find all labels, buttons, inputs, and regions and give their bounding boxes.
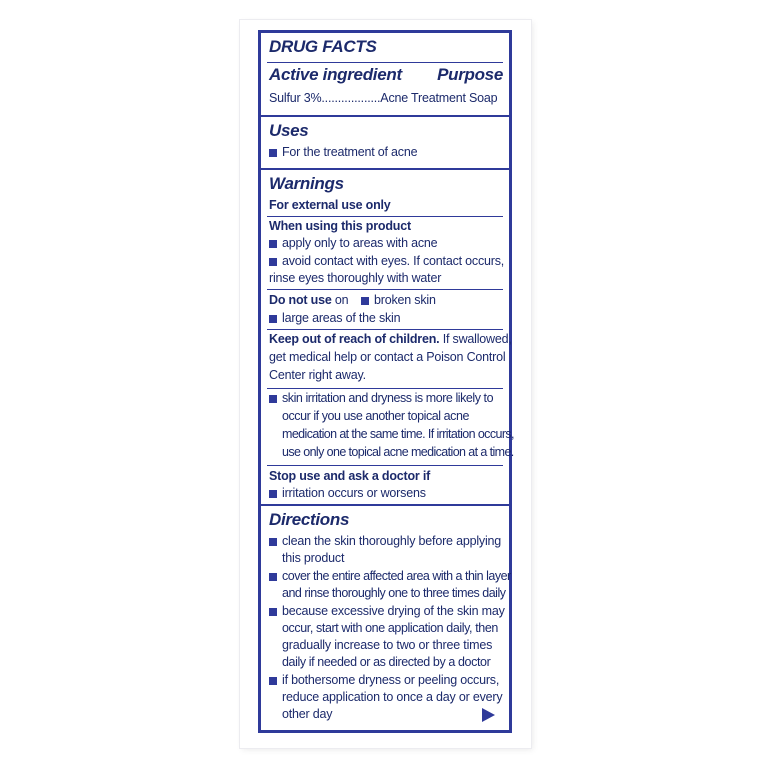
- directions-item: [269, 603, 503, 620]
- bullet-square-icon: [269, 608, 277, 616]
- uses-header: Uses: [269, 121, 309, 140]
- bullet-square-icon: [269, 538, 277, 546]
- irritation-line: medication at the same time. If irritation occurs,: [282, 427, 514, 441]
- directions-line: this product: [282, 551, 345, 565]
- active-ingredient-header: Active ingredient: [269, 65, 402, 84]
- directions-line: reduce application to once a day or every: [282, 690, 503, 704]
- stop-use-item-text: irritation occurs or worsens: [282, 486, 426, 500]
- bullet-square-icon: [269, 315, 277, 323]
- do-not-use-item: [269, 310, 503, 327]
- directions-item: [269, 672, 503, 689]
- directions-line: and rinse thoroughly one to three times daily: [282, 586, 506, 600]
- when-using-item: [269, 235, 503, 252]
- directions-section: [261, 504, 509, 730]
- uses-item-text: For the treatment of acne: [282, 145, 418, 159]
- bullet-square-icon: [269, 149, 277, 157]
- directions-line: cover the entire affected area with a thin layer: [282, 569, 511, 583]
- purpose-header: Purpose: [437, 65, 503, 84]
- ingredient-line: Sulfur 3%..................Acne Treatment Soap: [269, 91, 498, 105]
- directions-header: Directions: [269, 510, 350, 529]
- bullet-square-icon: [269, 395, 277, 403]
- bullet-square-icon: [269, 490, 277, 498]
- do-not-use-line: [269, 292, 503, 309]
- do-not-use-item: [361, 292, 436, 309]
- divider: [267, 388, 503, 389]
- divider: [267, 465, 503, 466]
- keep-out-line-2: get medical help or contact a Poison Control: [269, 350, 506, 364]
- when-using-header: When using this product: [269, 219, 411, 233]
- directions-line: because excessive drying of the skin may: [282, 604, 505, 618]
- directions-line: daily if needed or as directed by a doctor: [282, 655, 491, 669]
- warnings-header: Warnings: [269, 174, 344, 193]
- when-using-item-text: avoid contact with eyes. If contact occurs,: [282, 254, 505, 268]
- keep-out-line-3: Center right away.: [269, 368, 366, 382]
- keep-out-bold: Keep out of reach of children.: [269, 332, 440, 346]
- when-using-item-continued: rinse eyes thoroughly with water: [269, 271, 442, 285]
- stop-use-header: Stop use and ask a doctor if: [269, 469, 431, 483]
- irritation-line: occur if you use another topical acne: [282, 409, 469, 423]
- irritation-item: [269, 390, 503, 407]
- do-not-use-label: Do not use: [269, 293, 332, 307]
- irritation-line: use only one topical acne medication at a time.: [282, 445, 514, 459]
- divider: [267, 329, 503, 330]
- divider: [267, 62, 503, 63]
- stop-use-item: [269, 485, 503, 502]
- bullet-square-icon: [361, 297, 369, 305]
- bullet-square-icon: [269, 258, 277, 266]
- drug-facts-title: DRUG FACTS: [269, 37, 377, 56]
- bullet-square-icon: [269, 573, 277, 581]
- directions-line: occur, start with one application daily, then: [282, 621, 498, 635]
- directions-line: if bothersome dryness or peeling occurs,: [282, 673, 500, 687]
- drug-facts-section: [261, 33, 509, 115]
- directions-line: gradually increase to two or three times: [282, 638, 493, 652]
- divider: [267, 289, 503, 290]
- directions-item: [269, 533, 503, 550]
- bullet-square-icon: [269, 677, 277, 685]
- do-not-use-on: on: [331, 293, 349, 307]
- keep-out-line-1: [269, 331, 512, 348]
- directions-line: clean the skin thoroughly before applying: [282, 534, 502, 548]
- when-using-item-text: apply only to areas with acne: [282, 236, 438, 250]
- irritation-line: skin irritation and dryness is more likely to: [282, 391, 494, 405]
- keep-out-rest: If swallowed,: [439, 332, 512, 346]
- uses-section: [261, 115, 509, 170]
- do-not-use-item-text: broken skin: [374, 293, 436, 307]
- external-use-text: For external use only: [269, 198, 391, 212]
- do-not-use-item-text: large areas of the skin: [282, 311, 401, 325]
- bullet-square-icon: [269, 240, 277, 248]
- directions-line: other day: [282, 707, 333, 721]
- when-using-item: [269, 253, 503, 270]
- uses-item: [269, 144, 503, 161]
- directions-item: [269, 568, 511, 585]
- divider: [267, 216, 503, 217]
- right-triangle-arrow-icon: [482, 708, 495, 722]
- warnings-section: [261, 168, 514, 506]
- drug-facts-panel: [258, 30, 512, 733]
